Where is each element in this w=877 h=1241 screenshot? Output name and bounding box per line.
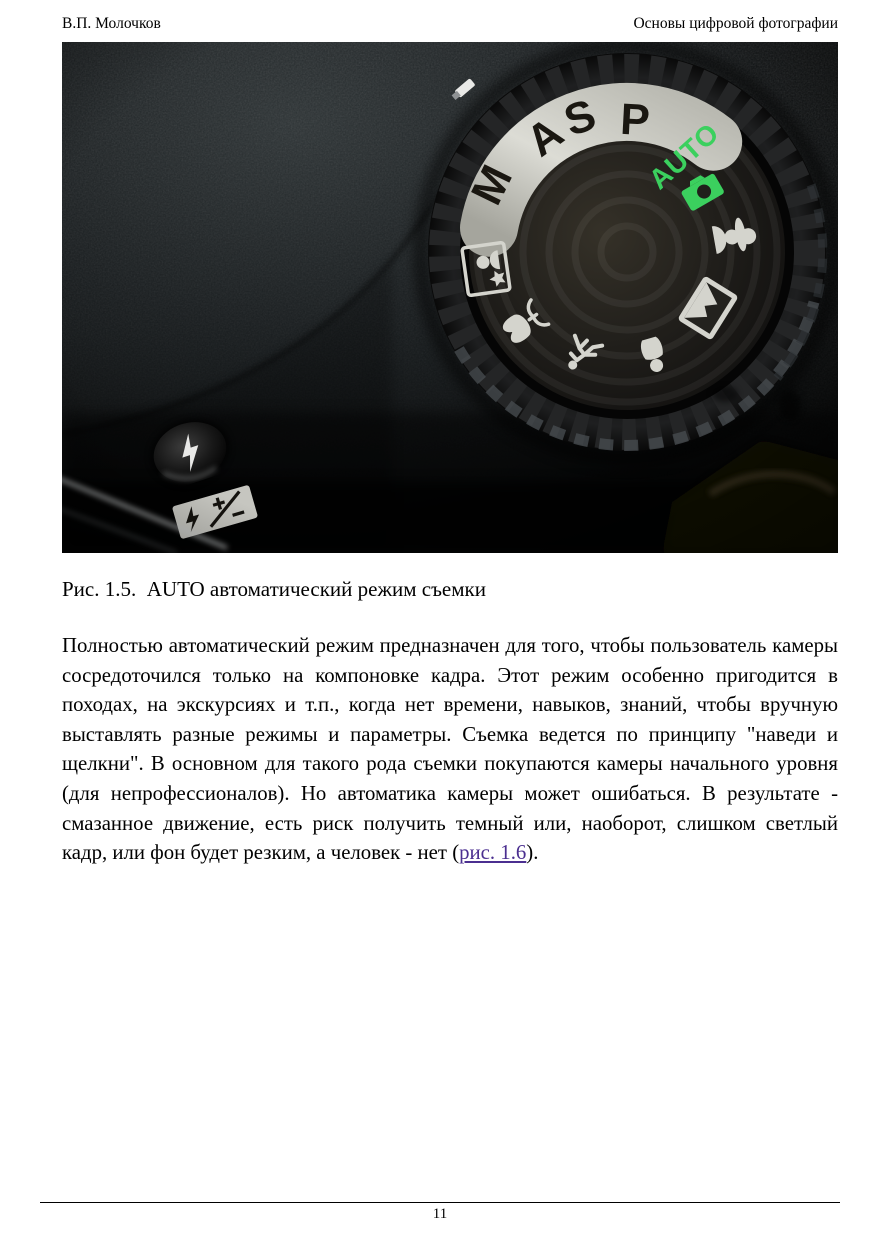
page-header [62,15,838,33]
figure-1-6-link[interactable]: рис. 1.6 [459,841,527,865]
camera-dial-photo [62,42,838,553]
page-number: 11 [432,1206,448,1222]
figure-photo [62,42,838,553]
footer-divider [40,1202,840,1203]
header-author: В.П. Молочков [62,15,161,32]
header-book-title: Основы цифровой фотографии [633,15,838,32]
figure-caption: Рис. 1.5. AUTO автоматический режим съемки [62,577,486,601]
article-paragraph [62,631,838,868]
paragraph-text-end: ). [526,841,539,865]
paragraph-text: Полностью автоматический режим предназначен для того, чтобы пользователь камеры сосредоточился только на компоновке кадра. Этот режим особенно пригодится в походах, на экскурсиях и т.п., когда нет времени, навыков, знаний, чтобы вручную выставлять разные режимы и параметры. Съемка ведется по принципу "наведи и щелкни". В основном для такого рода съемки покупаются камеры начального уровня (для непрофессионалов). Но автоматика камеры может ошибаться. В результате - смазанное движение, есть риск получить темный или, наоборот, слишком светлый кадр, или фон будет резким, а человек - нет ( [62,634,838,865]
